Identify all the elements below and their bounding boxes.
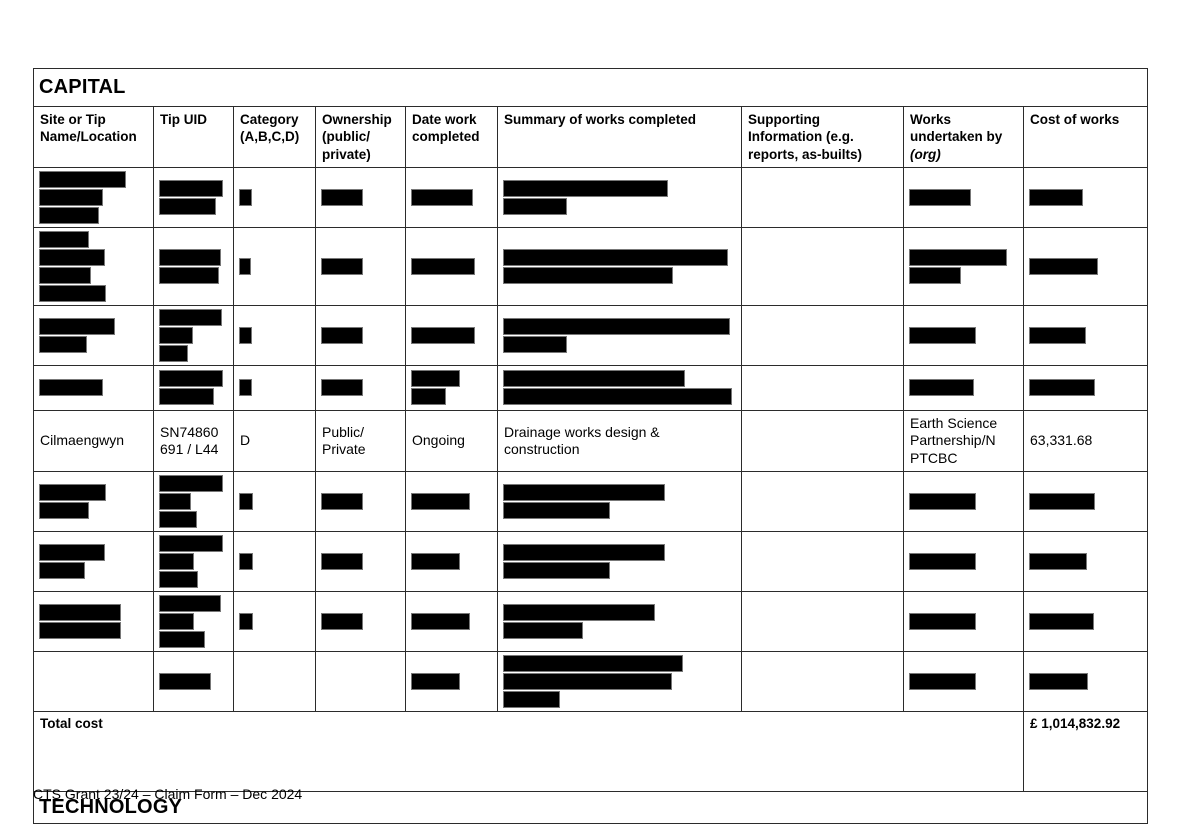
table-cell xyxy=(154,227,234,305)
table-cell xyxy=(406,365,498,410)
capital-claim-table xyxy=(33,68,1148,824)
table-cell xyxy=(498,167,742,227)
table-cell xyxy=(234,305,316,365)
redaction-bar-group xyxy=(40,380,147,395)
capital-section-title: CAPITAL xyxy=(34,69,1148,107)
table-cell xyxy=(234,167,316,227)
table-cell xyxy=(34,167,154,227)
col-header-date: Date work completed xyxy=(406,107,498,168)
table-cell xyxy=(1024,365,1148,410)
redaction-bar xyxy=(160,476,222,491)
redaction-bar-group xyxy=(322,259,399,274)
redaction-bar xyxy=(40,286,105,301)
redaction-bar xyxy=(40,605,120,620)
redaction-bar xyxy=(240,614,252,629)
redaction-bar xyxy=(1030,190,1082,205)
redaction-bar-group xyxy=(504,656,735,707)
table-cell xyxy=(234,592,316,652)
redaction-bar xyxy=(40,172,125,187)
redaction-bar xyxy=(322,554,362,569)
redaction-bar xyxy=(160,632,204,647)
table-row xyxy=(34,410,1148,472)
table-cell xyxy=(316,532,406,592)
table-cell xyxy=(742,532,904,592)
table-cell xyxy=(498,305,742,365)
redaction-bar xyxy=(40,563,84,578)
redaction-bar xyxy=(160,389,213,404)
redaction-bar xyxy=(412,614,469,629)
table-cell xyxy=(316,592,406,652)
redaction-bar xyxy=(1030,494,1094,509)
redaction-bar-group xyxy=(1030,614,1141,629)
redaction-bar-group xyxy=(240,259,309,274)
col-header-works-undertaken-org: (org) xyxy=(910,146,941,162)
redaction-bar-group xyxy=(40,172,147,223)
redaction-bar-group xyxy=(322,328,399,343)
table-cell xyxy=(34,365,154,410)
redaction-bar-group xyxy=(1030,328,1141,343)
table-cell xyxy=(1024,592,1148,652)
col-header-cost: Cost of works xyxy=(1024,107,1148,168)
redaction-bar xyxy=(504,545,664,560)
table-cell xyxy=(234,227,316,305)
table-cell xyxy=(316,472,406,532)
table-cell xyxy=(498,592,742,652)
table-cell xyxy=(904,472,1024,532)
redaction-bar-group xyxy=(322,190,399,205)
redaction-bar xyxy=(160,268,218,283)
table-cell xyxy=(406,167,498,227)
redaction-bar-group xyxy=(1030,259,1141,274)
redaction-bar xyxy=(240,328,251,343)
redaction-bar-group xyxy=(910,614,1017,629)
redaction-bar-group xyxy=(240,328,309,343)
table-row xyxy=(34,227,1148,305)
col-header-works-undertaken-main: Works undertaken by xyxy=(910,112,1003,145)
redaction-bar-group xyxy=(40,232,147,301)
redaction-bar-group xyxy=(1030,380,1141,395)
table-cell xyxy=(498,652,742,712)
table-cell xyxy=(406,472,498,532)
redaction-bar-group xyxy=(240,190,309,205)
table-cell xyxy=(34,652,154,712)
redaction-bar xyxy=(1030,554,1086,569)
redaction-bar xyxy=(40,337,86,352)
table-row xyxy=(34,305,1148,365)
redaction-bar-group xyxy=(160,310,227,361)
redaction-bar-group xyxy=(240,554,309,569)
redaction-bar-group xyxy=(910,250,1017,283)
table-cell xyxy=(1024,532,1148,592)
redaction-bar-group xyxy=(160,476,227,527)
redaction-bar-group xyxy=(40,545,147,578)
redaction-bar xyxy=(40,268,90,283)
capital-section-row xyxy=(34,69,1148,107)
redaction-bar xyxy=(504,503,609,518)
redaction-bar xyxy=(160,536,222,551)
table-row xyxy=(34,365,1148,410)
redaction-bar xyxy=(504,605,654,620)
redaction-bar xyxy=(412,328,474,343)
table-cell xyxy=(154,652,234,712)
table-cell xyxy=(154,532,234,592)
redaction-bar-group xyxy=(412,494,491,509)
redaction-bar xyxy=(910,494,975,509)
redaction-bar xyxy=(160,371,222,386)
total-cost-row xyxy=(34,712,1148,792)
redaction-bar xyxy=(160,572,197,587)
redaction-bar-group xyxy=(1030,190,1141,205)
redaction-bar-group xyxy=(412,259,491,274)
table-cell xyxy=(904,365,1024,410)
table-cell xyxy=(742,652,904,712)
table-cell xyxy=(154,167,234,227)
table-cell xyxy=(1024,472,1148,532)
table-cell xyxy=(34,532,154,592)
table-row xyxy=(34,472,1148,532)
redaction-bar-group xyxy=(322,494,399,509)
redaction-bar xyxy=(160,199,215,214)
table-cell xyxy=(742,410,904,472)
table-cell xyxy=(1024,227,1148,305)
table-cell: Earth Science Partnership/N PTCBC xyxy=(904,410,1024,472)
col-header-ownership: Ownership (public/ private) xyxy=(316,107,406,168)
table-cell xyxy=(742,365,904,410)
redaction-bar xyxy=(504,623,582,638)
redaction-bar xyxy=(910,190,970,205)
redaction-bar-group xyxy=(160,536,227,587)
table-cell: D xyxy=(234,410,316,472)
redaction-bar xyxy=(412,389,445,404)
table-cell: Cilmaengwyn xyxy=(34,410,154,472)
redaction-bar xyxy=(504,250,727,265)
redaction-bar xyxy=(160,596,220,611)
table-cell: Drainage works design & construction xyxy=(498,410,742,472)
redaction-bar xyxy=(160,554,193,569)
redaction-bar-group xyxy=(504,605,735,638)
redaction-bar xyxy=(40,545,104,560)
table-cell: Ongoing xyxy=(406,410,498,472)
table-cell xyxy=(406,592,498,652)
redaction-bar xyxy=(40,208,98,223)
table-cell xyxy=(154,305,234,365)
redaction-bar xyxy=(504,389,731,404)
redaction-bar-group xyxy=(504,181,735,214)
redaction-bar xyxy=(160,328,192,343)
redaction-bar xyxy=(160,250,220,265)
redaction-bar-group xyxy=(160,371,227,404)
redaction-bar-group xyxy=(412,614,491,629)
redaction-bar-group xyxy=(910,554,1017,569)
redaction-bar xyxy=(40,319,114,334)
redaction-bar xyxy=(504,656,682,671)
redaction-bar xyxy=(160,181,222,196)
table-cell xyxy=(406,305,498,365)
redaction-bar xyxy=(322,190,362,205)
redaction-bar-group xyxy=(240,494,309,509)
redaction-bar xyxy=(40,503,88,518)
redaction-bar xyxy=(910,380,973,395)
table-cell xyxy=(154,592,234,652)
redaction-bar xyxy=(1030,674,1087,689)
redaction-bar xyxy=(160,614,193,629)
redaction-bar-group xyxy=(412,328,491,343)
col-header-category: Category (A,B,C,D) xyxy=(234,107,316,168)
redaction-bar-group xyxy=(40,485,147,518)
table-row xyxy=(34,167,1148,227)
redaction-bar xyxy=(504,674,671,689)
redaction-bar-group xyxy=(1030,674,1141,689)
table-cell xyxy=(904,532,1024,592)
redaction-bar-group xyxy=(504,545,735,578)
footer-text: CTS Grant 23/24 – Claim Form – Dec 2024 xyxy=(33,786,303,802)
table-cell xyxy=(904,652,1024,712)
table-cell xyxy=(406,532,498,592)
redaction-bar xyxy=(322,494,362,509)
redaction-bar-group xyxy=(160,596,227,647)
redaction-bar-group xyxy=(240,380,309,395)
redaction-bar xyxy=(504,319,729,334)
col-header-summary: Summary of works completed xyxy=(498,107,742,168)
table-cell xyxy=(34,472,154,532)
redaction-bar xyxy=(504,337,566,352)
table-cell xyxy=(316,167,406,227)
redaction-bar xyxy=(322,328,362,343)
redaction-bar-group xyxy=(240,614,309,629)
table-cell xyxy=(316,652,406,712)
redaction-bar xyxy=(1030,328,1085,343)
redaction-bar xyxy=(322,259,362,274)
redaction-bar xyxy=(240,494,252,509)
redaction-bar xyxy=(1030,259,1097,274)
redaction-bar-group xyxy=(160,674,227,689)
redaction-bar xyxy=(40,623,120,638)
redaction-bar xyxy=(1030,380,1094,395)
redaction-bar xyxy=(504,199,566,214)
redaction-bar-group xyxy=(910,328,1017,343)
redaction-bar-group xyxy=(412,674,491,689)
redaction-bar xyxy=(910,268,960,283)
table-cell xyxy=(498,532,742,592)
redaction-bar xyxy=(240,554,252,569)
redaction-bar xyxy=(504,485,664,500)
redaction-bar xyxy=(322,380,362,395)
table-cell xyxy=(498,472,742,532)
col-header-supporting-info: Supporting Information (e.g. reports, as-builts) xyxy=(742,107,904,168)
redaction-bar xyxy=(412,494,469,509)
table-cell xyxy=(34,592,154,652)
redaction-bar xyxy=(412,674,459,689)
table-cell xyxy=(1024,167,1148,227)
col-header-works-undertaken xyxy=(904,107,1024,168)
redaction-bar-group xyxy=(40,605,147,638)
table-cell: 63,331.68 xyxy=(1024,410,1148,472)
table-cell xyxy=(498,365,742,410)
table-cell xyxy=(406,652,498,712)
table-cell xyxy=(742,305,904,365)
table-cell xyxy=(154,365,234,410)
redaction-bar-group xyxy=(412,190,491,205)
redaction-bar xyxy=(160,310,221,325)
table-cell xyxy=(904,167,1024,227)
redaction-bar-group xyxy=(160,181,227,214)
redaction-bar xyxy=(504,371,684,386)
redaction-bar xyxy=(40,232,88,247)
table-cell xyxy=(34,305,154,365)
total-cost-label: Total cost xyxy=(34,712,1024,792)
table-cell xyxy=(234,532,316,592)
table-row xyxy=(34,652,1148,712)
redaction-bar xyxy=(240,190,251,205)
redaction-bar-group xyxy=(412,554,491,569)
table-cell xyxy=(498,227,742,305)
redaction-bar xyxy=(412,190,472,205)
table-cell xyxy=(154,472,234,532)
redaction-bar-group xyxy=(412,371,491,404)
redaction-bar xyxy=(504,692,559,707)
table-cell xyxy=(316,365,406,410)
table-cell xyxy=(34,227,154,305)
table-cell xyxy=(742,592,904,652)
redaction-bar-group xyxy=(910,494,1017,509)
redaction-bar-group xyxy=(40,319,147,352)
redaction-bar xyxy=(40,485,105,500)
redaction-bar-group xyxy=(504,485,735,518)
redaction-bar-group xyxy=(910,380,1017,395)
table-row xyxy=(34,592,1148,652)
redaction-bar xyxy=(322,614,362,629)
table-row xyxy=(34,532,1148,592)
total-cost-value: £ 1,014,832.92 xyxy=(1024,712,1148,792)
redaction-bar xyxy=(412,554,459,569)
table-cell xyxy=(234,365,316,410)
col-header-tip-uid: Tip UID xyxy=(154,107,234,168)
redaction-bar xyxy=(40,250,104,265)
table-cell xyxy=(406,227,498,305)
table-cell xyxy=(234,652,316,712)
redaction-bar-group xyxy=(322,380,399,395)
table-cell xyxy=(742,227,904,305)
redaction-bar xyxy=(160,674,210,689)
redaction-bar-group xyxy=(1030,554,1141,569)
table-cell xyxy=(1024,652,1148,712)
table-cell xyxy=(316,305,406,365)
table-cell xyxy=(904,227,1024,305)
redaction-bar-group xyxy=(322,554,399,569)
table-cell xyxy=(742,472,904,532)
table-cell: SN74860 691 / L44 xyxy=(154,410,234,472)
redaction-bar-group xyxy=(160,250,227,283)
redaction-bar xyxy=(412,371,459,386)
column-header-row xyxy=(34,107,1148,168)
redaction-bar xyxy=(160,494,190,509)
redaction-bar xyxy=(504,563,609,578)
redaction-bar xyxy=(1030,614,1093,629)
redaction-bar-group xyxy=(1030,494,1141,509)
redaction-bar xyxy=(240,380,251,395)
redaction-bar xyxy=(910,674,975,689)
redaction-bar xyxy=(504,268,672,283)
table-cell xyxy=(1024,305,1148,365)
table-cell xyxy=(316,227,406,305)
redaction-bar-group xyxy=(322,614,399,629)
redaction-bar-group xyxy=(910,674,1017,689)
redaction-bar xyxy=(40,380,102,395)
redaction-bar xyxy=(910,328,975,343)
redaction-bar xyxy=(240,259,250,274)
table-cell: Public/ Private xyxy=(316,410,406,472)
redaction-bar xyxy=(160,512,196,527)
table-cell xyxy=(904,305,1024,365)
redaction-bar-group xyxy=(504,250,735,283)
col-header-site: Site or Tip Name/Location xyxy=(34,107,154,168)
redaction-bar xyxy=(504,181,667,196)
redaction-bar xyxy=(910,614,975,629)
redaction-bar xyxy=(910,250,1006,265)
redaction-bar-group xyxy=(910,190,1017,205)
redaction-bar xyxy=(412,259,474,274)
table-cell xyxy=(904,592,1024,652)
redaction-bar xyxy=(40,190,102,205)
redaction-bar xyxy=(910,554,975,569)
redaction-bar-group xyxy=(504,371,735,404)
table-cell xyxy=(234,472,316,532)
technology-section-title: TECHNOLOGY xyxy=(34,792,1148,824)
redaction-bar xyxy=(160,346,187,361)
table-cell xyxy=(742,167,904,227)
redaction-bar-group xyxy=(504,319,735,352)
